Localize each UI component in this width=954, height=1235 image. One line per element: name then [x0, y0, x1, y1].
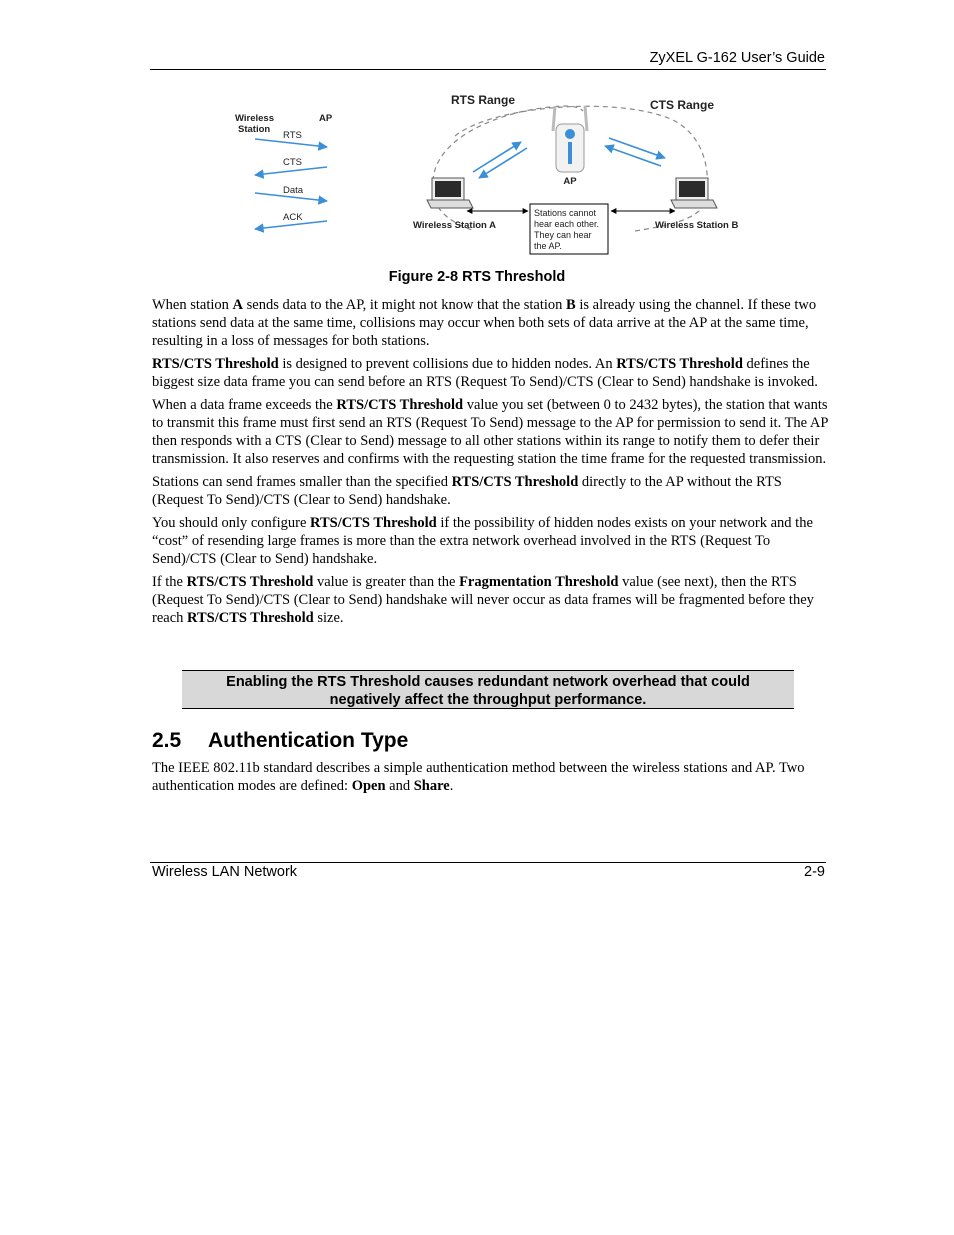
header-title: ZyXEL G-162 User’s Guide — [649, 50, 825, 66]
header-rule — [150, 69, 826, 70]
laptop-b-icon — [671, 178, 717, 208]
note-line-1: Stations cannot — [534, 208, 597, 218]
note-line-2: hear each other. — [534, 219, 600, 229]
body-text — [152, 296, 828, 632]
note-line: Enabling the RTS Threshold causes redundant network overhead that could — [226, 674, 750, 690]
paragraph: When station A sends data to the AP, it might not know that the station B is already using the channel. If these two stations send data at the same time, collisions may occur when both sets of data arrive at the AP at the same time, resulting in a loss of messages for both stations. — [152, 297, 817, 349]
rts-range-label: RTS Range — [451, 93, 516, 107]
ap-label-left: AP — [319, 113, 333, 124]
footer-rule — [150, 862, 826, 863]
footer-page-number: 2-9 — [804, 864, 825, 880]
paragraph: RTS/CTS Threshold is designed to prevent collisions due to hidden nodes. An RTS/CTS Threshold defines the biggest size data frame you can send before an RTS (Request To Send)/CTS (Clear to Send) handshake is invoked. — [152, 356, 818, 390]
note-line-3: They can hear — [534, 230, 592, 240]
figure-caption: Figure 2-8 RTS Threshold — [388, 269, 566, 285]
note-line: negatively affect the throughput performance. — [329, 692, 647, 708]
section-number: 2.5 — [152, 729, 182, 752]
station-b-label: Wireless Station B — [655, 220, 739, 231]
ap-to-station-b-arrow — [609, 138, 665, 158]
paragraph: When a data frame exceeds the RTS/CTS Threshold value you set (between 0 to 2432 bytes), the station that wants to transmit this frame must first send an RTS (Request To Send) message to the AP for permission to send it. The AP then responds with a CTS (Clear to Send) message to all other stations within its range to notify them to defer their transmission. It also reserves and confirms with the requesting station the time frame for the requested transmission. — [152, 397, 828, 467]
wireless-station-label-line2: Station — [238, 124, 271, 135]
ap-label-right: AP — [563, 176, 577, 187]
paragraph: You should only configure RTS/CTS Threshold if the possibility of hidden nodes exists on your network and the “cost” of resending large frames is more than the extra network overhead involved in the RTS (Request To Send)/CTS (Clear to Send) handshake. — [152, 515, 813, 567]
station-a-label: Wireless Station A — [413, 220, 496, 231]
paragraph: The IEEE 802.11b standard describes a simple authentication method between the wireless stations and AP. Two authentication modes are defined: Open and Share. — [152, 760, 805, 794]
rts-message-label: RTS — [283, 130, 302, 141]
paragraph: If the RTS/CTS Threshold value is greater than the Fragmentation Threshold value (see next), then the RTS (Request To Send)/CTS (Clear to Send) handshake will never occur as data frames will be fragmented before they reach RTS/CTS Threshold size. — [152, 574, 814, 626]
section-text — [152, 759, 828, 795]
note-box — [182, 670, 794, 709]
rts-threshold-figure — [225, 86, 755, 262]
ack-message-label: ACK — [283, 212, 303, 223]
laptop-a-icon — [427, 178, 473, 208]
station-b-to-ap-arrow — [605, 146, 661, 166]
wireless-station-label-line1: Wireless — [235, 113, 274, 124]
footer-chapter: Wireless LAN Network — [152, 864, 298, 880]
cts-message-label: CTS — [283, 157, 302, 168]
note-line-4: the AP. — [534, 241, 562, 251]
cts-arrow — [255, 167, 327, 175]
data-message-label: Data — [283, 185, 304, 196]
section-title: Authentication Type — [208, 729, 409, 752]
paragraph: Stations can send frames smaller than the specified RTS/CTS Threshold directly to the AP without the RTS (Request To Send)/CTS (Clear to Send) handshake. — [152, 474, 782, 508]
section-heading — [152, 729, 408, 753]
access-point-icon — [553, 106, 587, 172]
cts-range-label: CTS Range — [650, 98, 715, 112]
